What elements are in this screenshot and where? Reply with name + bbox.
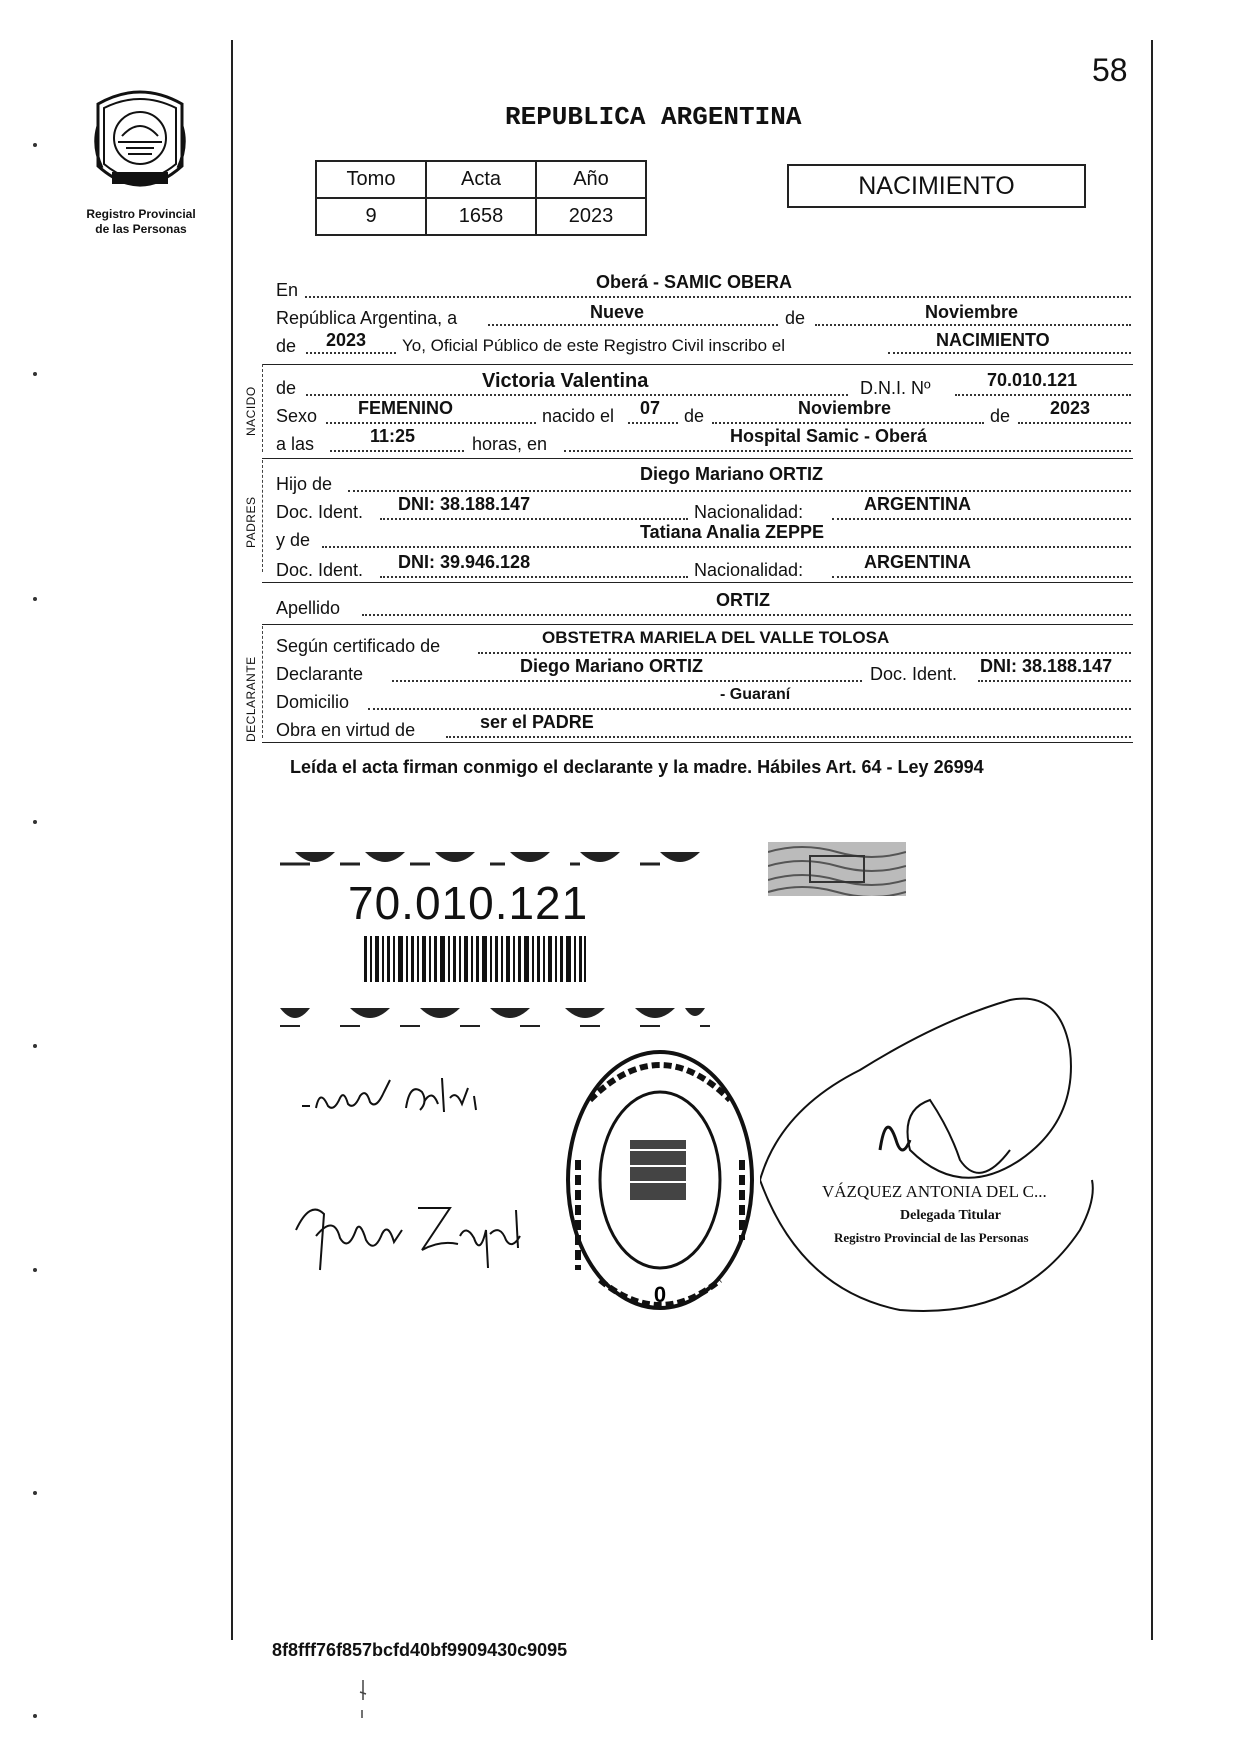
dots — [348, 490, 1131, 492]
field-declarante-doc: DNI: 38.188.147 — [980, 656, 1113, 676]
field-declarante: Diego Mariano ORTIZ — [520, 656, 704, 676]
dots — [815, 324, 1131, 326]
label-y-de: y de — [276, 530, 311, 550]
closing-text: Leída el acta firman conmigo el declarante y la madre. Hábiles Art. 64 - Ley 26994 — [290, 757, 984, 777]
field-anio-nac: 2023 — [1050, 398, 1091, 418]
official-seal — [560, 1040, 760, 1320]
header-tomo: Tomo — [316, 161, 426, 198]
dots — [955, 394, 1131, 396]
label-domicilio: Domicilio — [276, 692, 350, 712]
field-nombre: Victoria Valentina — [482, 370, 649, 392]
field-certificado: OBSTETRA MARIELA DEL VALLE TOLOSA — [542, 628, 890, 647]
section-line — [262, 624, 1133, 625]
margin-dot — [33, 1268, 37, 1272]
province-seal-icon — [88, 86, 192, 204]
dots — [306, 352, 396, 354]
official-signature — [760, 990, 1110, 1320]
right-margin-line — [1151, 40, 1153, 1640]
dots — [330, 450, 464, 452]
field-padre-doc: DNI: 38.188.147 — [398, 494, 531, 514]
side-label-padres: PADRES — [244, 496, 258, 548]
logo-caption-line1: Registro Provincial — [86, 207, 196, 221]
field-lugar: Oberá - SAMIC OBERA — [596, 272, 793, 292]
label-en: En — [276, 280, 299, 300]
margin-dot — [33, 1044, 37, 1048]
section-line — [262, 582, 1133, 583]
field-mes-letras: Noviembre — [925, 302, 1019, 322]
field-madre-doc: DNI: 39.946.128 — [398, 552, 531, 572]
dots — [1018, 422, 1131, 424]
label-nacionalidad2: Nacionalidad: — [694, 560, 804, 580]
side-label-nacido: NACIDO — [244, 386, 258, 436]
dots — [305, 296, 1131, 298]
page-number: 58 — [1092, 52, 1128, 88]
left-margin-line — [231, 40, 233, 1640]
stamp-pattern-top — [280, 846, 710, 872]
dots — [446, 736, 1131, 738]
label-apellido: Apellido — [276, 598, 341, 618]
scan-mark — [358, 1680, 368, 1720]
dots — [488, 324, 778, 326]
value-acta: 1658 — [426, 198, 536, 235]
field-dia-nac: 07 — [640, 398, 661, 418]
field-apellido: ORTIZ — [716, 590, 770, 610]
dots — [978, 680, 1131, 682]
margin-dot — [33, 1491, 37, 1495]
act-type-box: NACIMIENTO — [787, 164, 1086, 208]
section-line — [262, 458, 1133, 459]
label-de: de — [785, 308, 806, 328]
value-tomo: 9 — [316, 198, 426, 235]
label-de3: de — [990, 406, 1011, 426]
field-madre: Tatiana Analia ZEPPE — [640, 522, 825, 542]
dots — [326, 422, 536, 424]
barcode-number: 70.010.121 — [348, 877, 589, 929]
country-title: REPUBLICA ARGENTINA — [505, 102, 802, 132]
stamp-pattern-bottom — [280, 1004, 710, 1030]
label-segun: Según certificado de — [276, 636, 441, 656]
official-title: Delegada Titular — [900, 1208, 1001, 1223]
barcode — [364, 936, 586, 982]
margin-dot — [33, 372, 37, 376]
field-dia-letras: Nueve — [590, 302, 645, 322]
dots — [362, 614, 1131, 616]
official-registry: Registro Provincial de las Personas — [834, 1230, 1029, 1245]
label-de2: de — [684, 406, 705, 426]
record-table — [315, 160, 647, 236]
field-mes-nac: Noviembre — [798, 398, 892, 418]
dots — [712, 422, 984, 424]
label-sexo: Sexo — [276, 406, 318, 426]
margin-dot — [33, 597, 37, 601]
document-hash: 8f8fff76f857bcfd40bf9909430c9095 — [272, 1640, 568, 1660]
label-hijo-de: Hijo de — [276, 474, 333, 494]
label-de-year: de — [276, 336, 297, 356]
svg-text:0: 0 — [653, 1282, 667, 1307]
security-hologram — [768, 842, 906, 896]
dots — [628, 422, 678, 424]
label-declarante: Declarante — [276, 664, 364, 684]
field-sexo: FEMENINO — [358, 398, 454, 418]
section-line — [262, 742, 1133, 743]
field-anio: 2023 — [326, 330, 367, 350]
bracket-padres — [262, 460, 263, 572]
label-dni: D.N.I. Nº — [860, 378, 931, 398]
field-madre-nac: ARGENTINA — [864, 552, 971, 572]
label-nacido-de: de — [276, 378, 297, 398]
field-domicilio: - Guaraní — [720, 686, 791, 703]
province-logo — [88, 86, 192, 204]
side-label-declarante: DECLARANTE — [244, 656, 258, 742]
dots — [832, 576, 1131, 578]
label-doc-ident3: Doc. Ident. — [870, 664, 958, 684]
label-a-las: a las — [276, 434, 315, 454]
label-horas-en: horas, en — [472, 434, 548, 454]
bracket-declarante — [262, 626, 263, 738]
label-republica: República Argentina, a — [276, 308, 458, 328]
field-tipo: NACIMIENTO — [936, 330, 1050, 350]
margin-dot — [33, 820, 37, 824]
dots — [832, 518, 1131, 520]
logo-caption-line2: de las Personas — [95, 222, 187, 236]
dots — [368, 708, 1131, 710]
label-obra: Obra en virtud de — [276, 720, 416, 740]
label-doc-ident2: Doc. Ident. — [276, 560, 364, 580]
official-name: VÁZQUEZ ANTONIA DEL C... — [822, 1182, 1047, 1201]
field-padre: Diego Mariano ORTIZ — [640, 464, 824, 484]
field-hora: 11:25 — [370, 426, 416, 446]
dots — [380, 576, 688, 578]
section-line — [262, 364, 1133, 365]
dots — [888, 352, 1131, 354]
field-padre-nac: ARGENTINA — [864, 494, 971, 514]
dots — [392, 680, 862, 682]
dots — [564, 450, 1131, 452]
field-dni: 70.010.121 — [987, 370, 1078, 390]
dots — [322, 546, 1131, 548]
label-nacionalidad: Nacionalidad: — [694, 502, 804, 522]
margin-dot — [33, 143, 37, 147]
mother-signature — [290, 1190, 540, 1280]
dots — [380, 518, 688, 520]
label-nacido-el: nacido el — [542, 406, 615, 426]
label-oficial: Yo, Oficial Público de este Registro Civil inscribo el — [402, 336, 785, 355]
dots — [306, 394, 848, 396]
value-anio: 2023 — [536, 198, 646, 235]
header-acta: Acta — [426, 161, 536, 198]
dots — [478, 652, 1131, 654]
margin-dot — [33, 1714, 37, 1718]
bracket-nacido — [262, 364, 263, 452]
field-lugar-nac: Hospital Samic - Oberá — [730, 426, 928, 446]
field-obra: ser el PADRE — [480, 712, 594, 732]
label-doc-ident: Doc. Ident. — [276, 502, 364, 522]
header-anio: Año — [536, 161, 646, 198]
father-signature — [298, 1068, 498, 1128]
